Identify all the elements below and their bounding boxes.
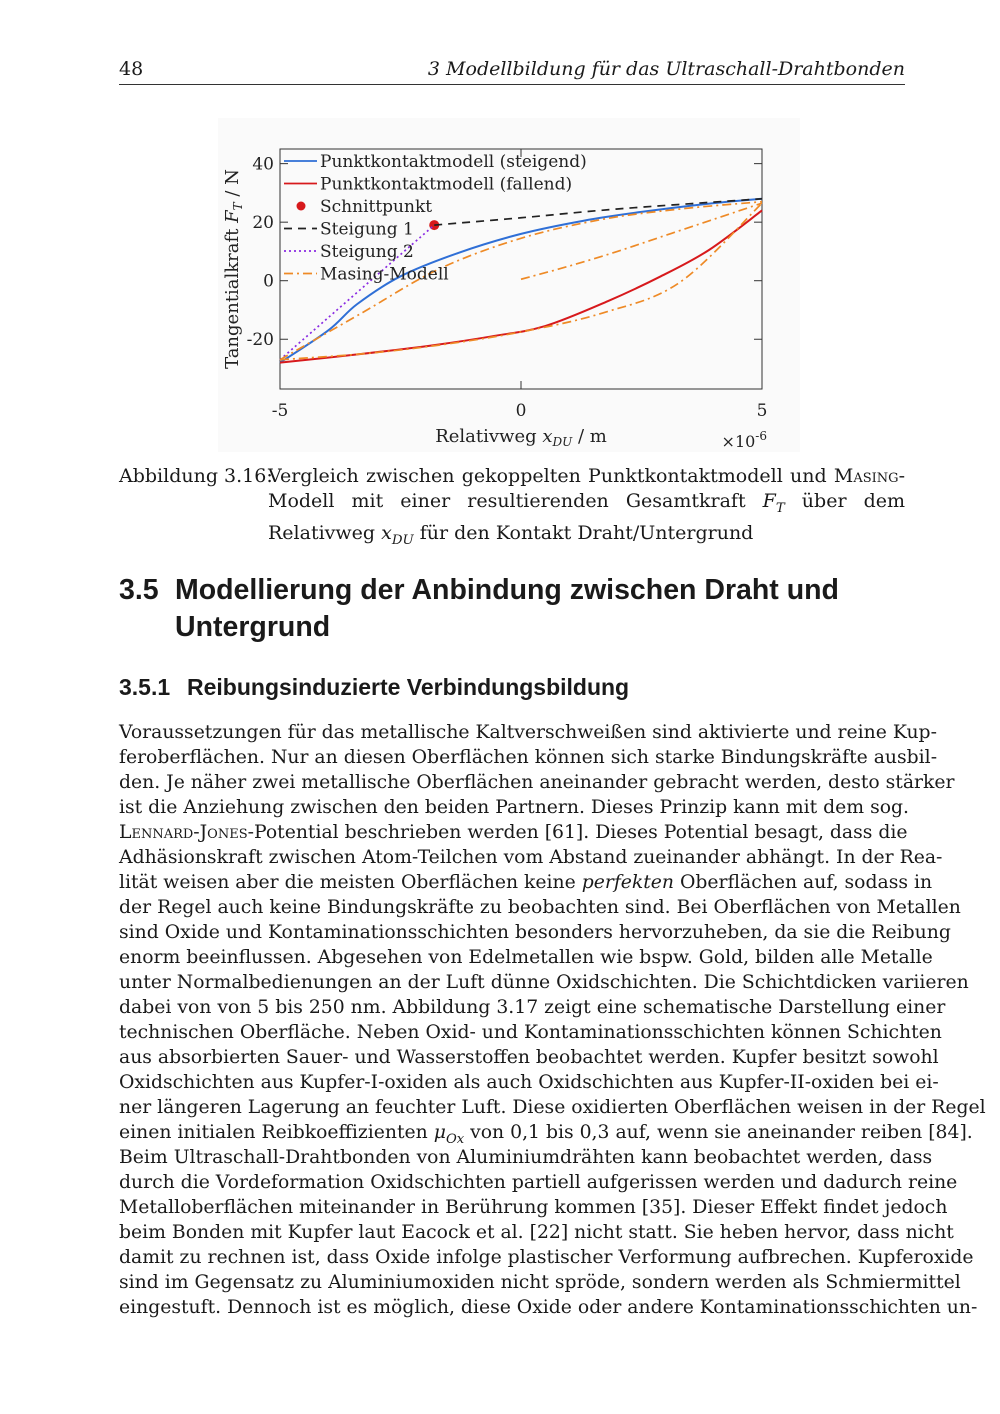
body-line: ner längeren Lagerung an feuchter Luft. Diese oxidierten Oberflächen weisen in der Regel: [119, 1097, 986, 1118]
body-line: sind Oxide und Kontaminationsschichten besonders hervorzuheben, da sie die Reibung: [119, 922, 951, 943]
body-line: durch die Vordeformation Oxidschichten partiell aufgerissen werden und dadurch reine: [119, 1172, 958, 1193]
x-axis-label: Relativweg $x_{DU}$ / m: [435, 426, 607, 449]
legend-label: Schnittpunkt: [320, 197, 433, 217]
running-title: 3 Modellbildung für das Ultraschall-Drahtbonden: [427, 58, 905, 80]
y-tick-label: -20: [246, 330, 274, 351]
body-line: den. Je näher zwei metallische Oberflächen aneinander gebracht werden, desto stärker: [119, 772, 955, 793]
legend-label: Punktkontaktmodell (fallend): [320, 174, 573, 195]
body-line: eingestuft. Dennoch ist es möglich, diese Oxide oder andere Kontaminationsschichten un-: [119, 1297, 978, 1318]
body-line: einen initialen Reibkoeffizienten $\mu_{Ox}$ von 0,1 bis 0,3 auf, wenn sie aneinander reiben [84].: [119, 1122, 973, 1147]
section-title: Modellierung der Anbindung zwischen Draht und Untergrund: [175, 574, 839, 643]
legend-label: Masing-Modell: [320, 264, 449, 285]
page-header: [119, 58, 905, 85]
x-axis-multiplier: $\times 10^{-6}$: [721, 429, 767, 451]
x-tick-label: -5: [271, 401, 289, 421]
page-number: 48: [119, 58, 144, 80]
chart: [218, 118, 800, 452]
y-tick-label: 0: [263, 271, 274, 292]
body-line: dabei von von 5 bis 250 nm. Abbildung 3.17 zeigt eine schematische Darstellung einer: [119, 997, 946, 1018]
body-line: Oxidschichten aus Kupfer-I-oxiden als auch Oxidschichten aus Kupfer-II-oxiden bei ei-: [119, 1072, 939, 1093]
y-tick-label: 40: [252, 154, 274, 175]
body-line: Voraussetzungen für das metallische Kaltverschweißen sind aktivierte und reine Kup-: [119, 722, 937, 743]
body-line: der Regel auch keine Bindungskräfte zu beobachten sind. Bei Oberflächen von Metallen: [119, 897, 961, 918]
body-line: feroberflächen. Nur an diesen Oberflächen können sich starke Bindungskräfte ausbil-: [119, 747, 938, 768]
body-line: damit zu rechnen ist, dass Oxide infolge plastischer Verformung aufbrechen. Kupferoxide: [119, 1247, 974, 1268]
caption-text: Vergleich zwischen gekoppelten Punktkontaktmodell und Masing-Modell mit einer resultierenden Gesamtkraft $F_T$ über dem Relativweg $x_{DU}$ für den Kontakt Draht/Untergrund: [268, 465, 906, 548]
body-line: technischen Oberfläche. Neben Oxid- und Kontaminationsschichten können Schichten: [119, 1022, 942, 1043]
body-line: Adhäsionskraft zwischen Atom-Teilchen vom Abstand zueinander abhängt. In der Rea-: [119, 847, 943, 868]
x-tick-label: 0: [515, 401, 527, 421]
subsection-title: Reibungsinduzierte Verbindungsbildung: [187, 674, 630, 700]
y-tick-label: 20: [252, 213, 274, 234]
body-line: Metalloberflächen miteinander in Berührung kommen [35]. Dieser Effekt findet jedoch: [119, 1197, 948, 1218]
body-line: Lennard-Jones-Potential beschrieben werden [61]. Dieses Potential besagt, dass die: [119, 822, 908, 843]
legend-marker: [297, 202, 306, 211]
legend-label: Steigung 1: [320, 219, 414, 240]
subsection-number: 3.5.1: [119, 674, 171, 700]
figure: [218, 118, 800, 452]
body-line: enorm beeinflussen. Abgesehen von Edelmetallen wie bspw. Gold, bilden alle Metalle: [119, 947, 933, 968]
legend-label: Punktkontaktmodell (steigend): [320, 152, 587, 172]
caption-label: Abbildung 3.16:: [119, 465, 273, 487]
legend-label: Steigung 2: [320, 242, 414, 262]
body-line: unter Normalbedienungen an der Luft dünne Oxidschichten. Die Schichtdicken variieren: [119, 972, 969, 993]
body-line: aus absorbierten Sauer- und Wasserstoffen beobachtet werden. Kupfer besitzt sowohl: [119, 1047, 939, 1068]
x-tick-label: 5: [756, 401, 768, 421]
body-line: ist die Anziehung zwischen den beiden Partnern. Dieses Prinzip kann mit dem sog.: [119, 797, 910, 818]
body-line: sind im Gegensatz zu Aluminiumoxiden nicht spröde, sondern werden als Schmiermittel: [119, 1272, 961, 1293]
body-line: Beim Ultraschall-Drahtbonden von Aluminiumdrähten kann beobachtet werden, dass: [119, 1147, 933, 1168]
body-line: lität weisen aber die meisten Oberflächen keine perfekten Oberflächen auf, sodass in: [119, 872, 933, 893]
body-line: beim Bonden mit Kupfer laut Eacock et al. [22] nicht statt. Sie heben hervor, dass nicht: [119, 1222, 954, 1243]
section-number: 3.5: [119, 574, 159, 606]
y-axis-label: Tangentialkraft $F_T$ / N: [222, 169, 245, 369]
body-text: [119, 720, 986, 1320]
